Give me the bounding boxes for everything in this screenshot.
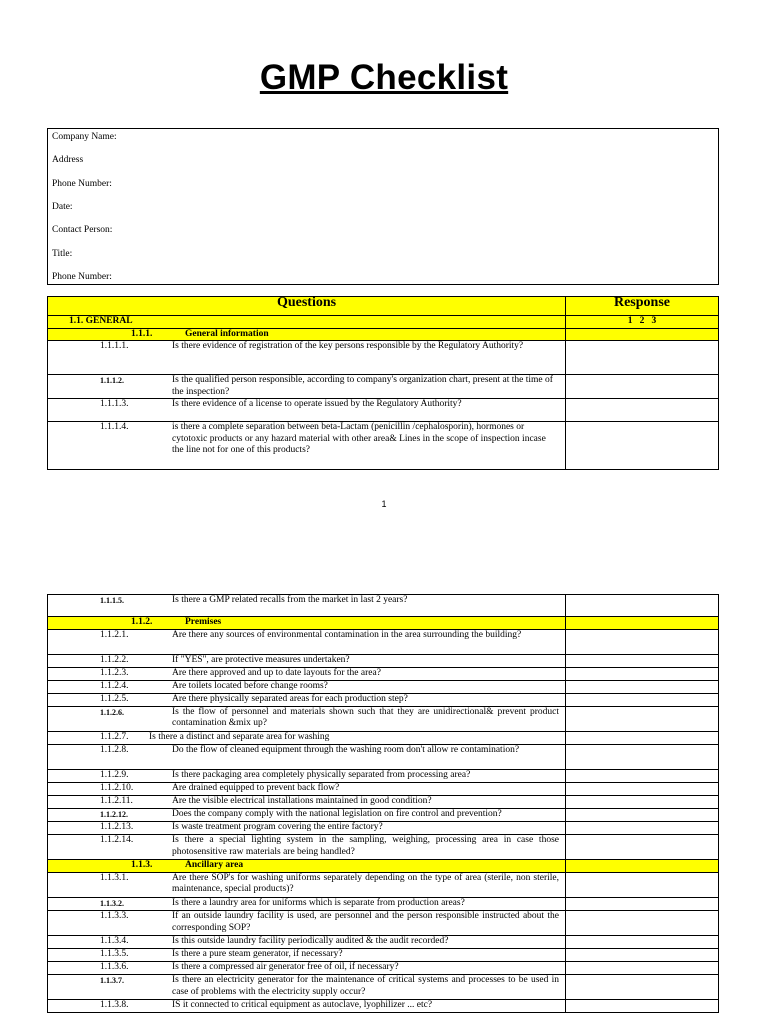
response-cell[interactable]	[566, 822, 719, 835]
table-row: 1.1.2.14. Is there a special lighting system in the sampling, weighing, processing area in case those photosensitive raw materials are being handled?	[48, 835, 566, 860]
response-cell[interactable]	[566, 399, 719, 422]
response-cell[interactable]	[566, 872, 719, 897]
table-row: 1.1.2.2. If "YES", are protective measures undertaken?	[48, 654, 566, 667]
subsection-premises: 1.1.2. Premises	[48, 617, 566, 630]
response-header: Response	[566, 297, 719, 316]
date-label: Date:	[52, 202, 73, 212]
checklist-table-page1	[47, 296, 719, 470]
table-row: 1.1.2.8. Do the flow of cleaned equipment through the washing room don't allow re contamination?	[48, 744, 566, 769]
address-label: Address	[52, 155, 84, 165]
response-cell[interactable]	[566, 595, 719, 617]
table-row: 1.1.2.6. Is the flow of personnel and materials shown such that they are unidirectional& prevent product contamination &mix up?	[48, 706, 566, 731]
table-row: 1.1.2.12. Does the company comply with the national legislation on fire control and prevention?	[48, 808, 566, 822]
subsection-general-info: 1.1.1. General information	[48, 328, 566, 341]
response-cell[interactable]	[566, 693, 719, 706]
table-row: 1.1.3.6. Is there a compressed air generator free of oil, if necessary?	[48, 962, 566, 975]
response-cell[interactable]	[566, 680, 719, 693]
table-row: 1.1.2.13. Is waste treatment program covering the entire factory?	[48, 822, 566, 835]
table-row: 1.1.1.3. Is there evidence of a license to operate issued by the Regulatory Authority?	[48, 399, 566, 422]
phone-number-2-label: Phone Number:	[52, 272, 112, 282]
response-cell[interactable]	[566, 911, 719, 936]
response-cell[interactable]	[566, 962, 719, 975]
table-row: 1.1.3.5. Is there a pure steam generator, if necessary?	[48, 949, 566, 962]
table-row: 1.1.1.4. is there a complete separation between beta-Lactam (penicillin /cephalosporin), hormones or cytotoxic products or any hazard material with other area& Lines in the scope of inspection incase the line not for one of this products?	[48, 422, 566, 470]
page-number: 1	[381, 499, 387, 509]
section-general: 1.1. GENERAL	[48, 316, 566, 329]
table-row: 1.1.2.11. Are the visible electrical installations maintained in good condition?	[48, 795, 566, 808]
response-cell[interactable]	[566, 667, 719, 680]
response-cell[interactable]	[566, 629, 719, 654]
table-row: 1.1.2.9. Is there packaging area completely physically separated from processing area?	[48, 769, 566, 782]
table-row: 1.1.3.2. Is there a laundry area for uniforms which is separate from production areas?	[48, 897, 566, 911]
checklist-table-page2	[47, 594, 719, 1013]
table-row: 1.1.3.7. Is there an electricity generator for the maintenance of critical systems and processes to be used in case of problems with the electricity supply occur?	[48, 975, 566, 1000]
response-cell[interactable]	[566, 949, 719, 962]
table-row: 1.1.3.8. IS it connected to critical equipment as autoclave, lyophilizer ... etc?	[48, 1000, 566, 1013]
response-cell[interactable]	[566, 897, 719, 911]
response-cell[interactable]	[566, 769, 719, 782]
table-row: 1.1.1.1. Is there evidence of registration of the key persons responsible by the Regulatory Authority?	[48, 341, 566, 375]
response-cell[interactable]	[566, 654, 719, 667]
table-row: 1.1.1.2. Is the qualified person responsible, according to company's organization chart, present at the time of the inspection?	[48, 375, 566, 399]
table-row: 1.1.3.4. Is this outside laundry facility periodically audited & the audit recorded?	[48, 936, 566, 949]
response-scale: 1 2 3	[566, 316, 719, 329]
response-cell[interactable]	[566, 975, 719, 1000]
questions-header: Questions	[48, 297, 566, 316]
table-row: 1.1.2.3. Are there approved and up to date layouts for the area?	[48, 667, 566, 680]
response-cell[interactable]	[566, 936, 719, 949]
table-row: 1.1.1.5. Is there a GMP related recalls from the market in last 2 years?	[48, 595, 566, 617]
response-cell[interactable]	[566, 375, 719, 399]
table-row: 1.1.2.4. Are toilets located before change rooms?	[48, 680, 566, 693]
response-cell[interactable]	[566, 422, 719, 470]
response-cell[interactable]	[566, 706, 719, 731]
response-cell[interactable]	[566, 1000, 719, 1013]
page-title: GMP Checklist	[259, 58, 509, 97]
subsection-ancillary: 1.1.3. Ancillary area	[48, 860, 566, 873]
company-name-label: Company Name:	[52, 132, 117, 142]
table-row: 1.1.2.7. Is there a distinct and separate area for washing	[48, 731, 566, 744]
contact-person-label: Contact Person:	[52, 225, 113, 235]
table-row: 1.1.2.10. Are drained equipped to prevent back flow?	[48, 782, 566, 795]
table-row: 1.1.2.1. Are there any sources of environmental contamination in the area surrounding the building?	[48, 629, 566, 654]
response-cell[interactable]	[566, 795, 719, 808]
title-label: Title:	[52, 249, 73, 259]
response-cell[interactable]	[566, 835, 719, 860]
response-cell[interactable]	[566, 782, 719, 795]
response-cell[interactable]	[566, 808, 719, 822]
response-cell[interactable]	[566, 744, 719, 769]
response-cell[interactable]	[566, 731, 719, 744]
company-info-box	[47, 128, 719, 285]
table-row: 1.1.3.3. If an outside laundry facility is used, are personnel and the person responsible instructed about the corresponding SOP?	[48, 911, 566, 936]
table-row: 1.1.2.5. Are there physically separated areas for each production step?	[48, 693, 566, 706]
table-row: 1.1.3.1. Are there SOP's for washing uniforms separately depending on the type of area (sterile, non sterile, maintenance, special products)?	[48, 872, 566, 897]
phone-number-label: Phone Number:	[52, 179, 112, 189]
response-cell[interactable]	[566, 341, 719, 375]
